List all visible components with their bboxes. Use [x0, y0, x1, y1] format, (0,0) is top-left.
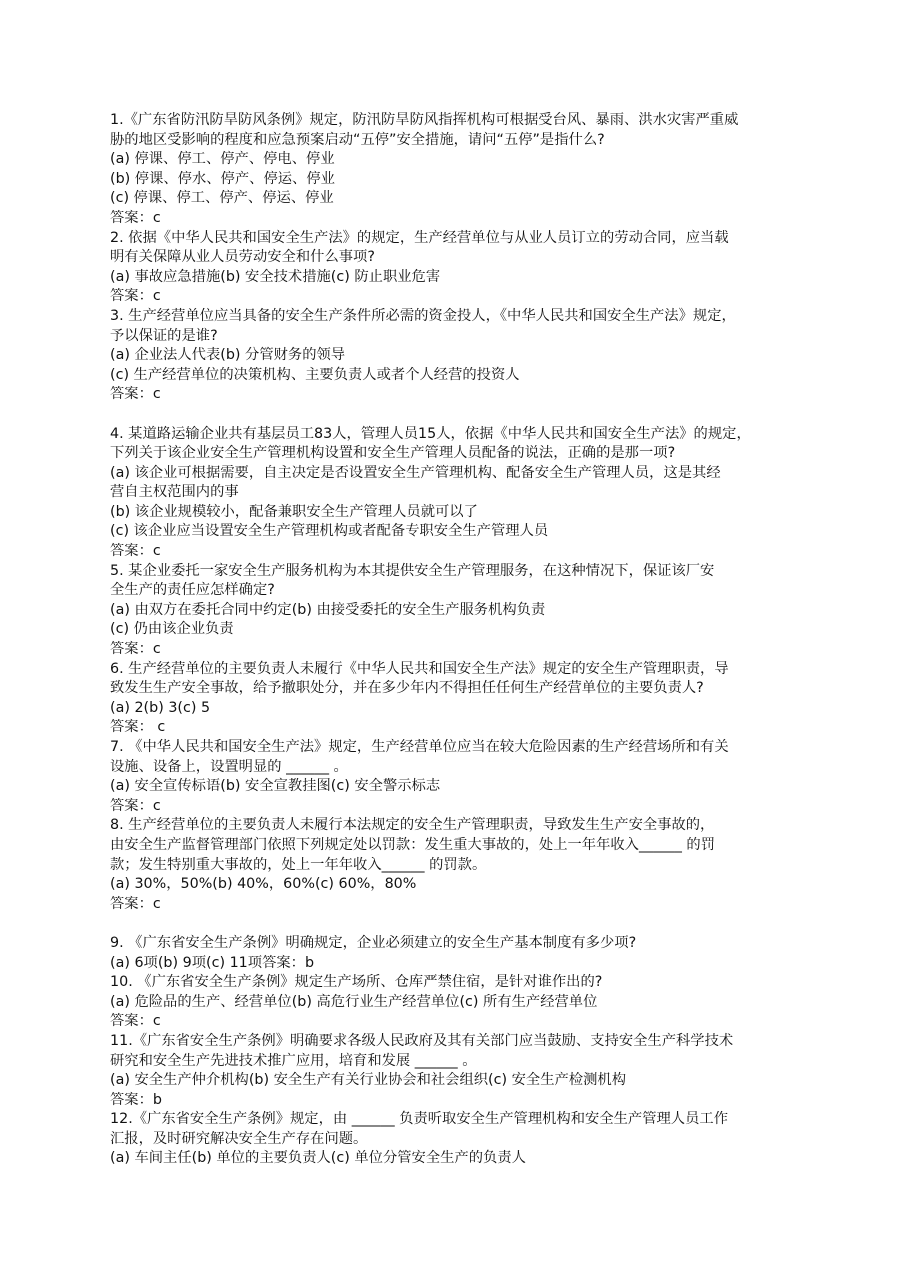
answer-line: 答案：c	[110, 1013, 161, 1030]
question-line: 3. 生产经营单位应当具备的安全生产条件所必需的资金投人，《中华人民共和国安全生产法》规定，	[110, 307, 736, 324]
option-line: (a) 企业法人代表(b) 分管财务的领导	[110, 347, 346, 364]
question-line: 6. 生产经营单位的主要负责人未履行《中华人民共和国安全生产法》规定的安全生产管理职责，导	[110, 660, 729, 677]
question-line: 7. 《中华人民共和国安全生产法》规定，生产经营单位应当在较大危险因素的生产经营场所和有关	[110, 739, 729, 755]
answer-line: 答案：b	[110, 1091, 162, 1108]
option-line: (a) 危险品的生产、经营单位(b) 高危行业生产经营单位(c) 所有生产经营单位	[110, 993, 598, 1010]
answer-line: 答案：c	[110, 209, 161, 226]
text-line: 胁的地区受影响的程度和应急预案启动“五停”安全措施，请问“五停”是指什么?	[110, 131, 605, 148]
question-line: 8. 生产经营单位的主要负责人未履行本法规定的安全生产管理职责，导致发生生产安全事故的，	[110, 817, 715, 834]
text-line: 全生产的责任应怎样确定?	[110, 582, 275, 599]
question-line: 4. 某道路运输企业共有基层员工83人，管理人员15人，依据《中华人民共和国安全生产法》的规定，	[110, 425, 751, 442]
answer-line: 答案：c	[110, 641, 161, 658]
document-body	[110, 111, 810, 1169]
text-line: 致发生生产安全事故，给予撤职处分，并在多少年内不得担任任何生产经营单位的主要负责人?	[110, 680, 704, 697]
blank-line	[110, 914, 810, 934]
option-line: (a) 由双方在委托合同中约定(b) 由接受委托的安全生产服务机构负责	[110, 601, 546, 618]
option-line: (a) 2(b) 3(c) 5	[110, 699, 211, 716]
text-line: 予以保证的是谁?	[110, 327, 218, 344]
question-line: 11.《广东省安全生产条例》明确要求各级人民政府及其有关部门应当鼓励、支持安全生产科学技术	[110, 1032, 734, 1049]
text-line: 由安全生产监督管理部门依照下列规定处以罚款：发生重大事故的，处上一年年收入______ 的罚	[110, 836, 716, 853]
text-line: 汇报，及时研究解决安全生产存在问题。	[110, 1130, 368, 1147]
option-line: (a) 停课、停工、停产、停电、停业	[110, 151, 335, 168]
option-line: (a) 车间主任(b) 单位的主要负责人(c) 单位分管安全生产的负责人	[110, 1150, 526, 1167]
option-line: (a) 事故应急措施(b) 安全技术措施(c) 防止职业危害	[110, 268, 441, 285]
answer-line: 答案： c	[110, 719, 166, 736]
option-line: (c) 该企业应当设置安全生产管理机构或者配备专职安全生产管理人员	[110, 523, 549, 540]
option-line: (a) 安全生产仲介机构(b) 安全生产有关行业协会和社会组织(c) 安全生产检测机构	[110, 1072, 626, 1089]
option-line: (a) 安全宣传标语(b) 安全宣教挂图(c) 安全警示标志	[110, 778, 441, 795]
question-line: 5. 某企业委托一家安全生产服务机构为本其提供安全生产管理服务，在这种情况下，保证该厂安	[110, 562, 715, 579]
question-line: 9. 《广东省安全生产条例》明确规定，企业必须建立的安全生产基本制度有多少项?	[110, 934, 637, 951]
question-line: 2. 依据《中华人民共和国安全生产法》的规定，生产经营单位与从业人员订立的劳动合同，应当载	[110, 229, 729, 246]
option-line: (c) 停课、停工、停产、停运、停业	[110, 190, 334, 207]
answer-line: 答案：c	[110, 543, 161, 560]
answer-line: 答案：c	[110, 386, 161, 403]
question-line: 10. 《广东省安全生产条例》规定生产场所、仓库严禁住宿，是针对谁作出的?	[110, 974, 603, 991]
blank-line	[110, 405, 810, 425]
text-line: 明有关保障从业人员劳动安全和什么事项?	[110, 249, 375, 266]
option-line: (c) 生产经营单位的决策机构、主要负责人或者个人经营的投资人	[110, 366, 520, 383]
text-line: 研究和安全生产先进技术推广应用，培育和发展 ______ 。	[110, 1052, 477, 1069]
option-line: (a) 该企业可根据需要，自主决定是否设置安全生产管理机构、配备安全生产管理人员，这是其经	[110, 464, 721, 481]
text-line: 款；发生特别重大事故的，处上一年年收入______ 的罚款。	[110, 856, 487, 873]
question-line: 1.《广东省防汛防旱防风条例》规定，防汛防旱防风指挥机构可根据受台风、暴雨、洪水灾害严重威	[110, 112, 739, 128]
text-line: 设施、设备上，设置明显的 ______ 。	[110, 758, 348, 775]
option-line: (a) 6项(b) 9项(c) 11项答案：b	[110, 954, 315, 971]
question-line: 12.《广东省安全生产条例》规定，由 ______ 负责听取安全生产管理机构和安全生产管理人员工作	[110, 1111, 728, 1128]
answer-line: 答案：c	[110, 895, 161, 912]
option-line: (c) 仍由该企业负责	[110, 621, 234, 638]
text-line: 下列关于该企业安全生产管理机构设置和安全生产管理人员配备的说法，正确的是那一项?	[110, 445, 676, 462]
answer-line: 答案：c	[110, 288, 161, 305]
text-line: 营自主权范围内的事	[110, 484, 239, 501]
option-line: (b) 停课、停水、停产、停运、停业	[110, 170, 335, 187]
option-line: (a) 30%，50%(b) 40%，60%(c) 60%，80%	[110, 876, 417, 893]
answer-line: 答案：c	[110, 797, 161, 814]
option-line: (b) 该企业规模较小，配备兼职安全生产管理人员就可以了	[110, 503, 478, 520]
